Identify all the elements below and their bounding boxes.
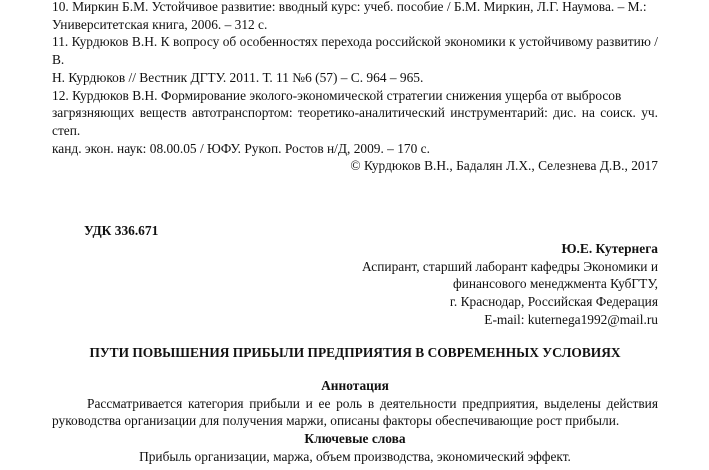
annotation-text: Рассматривается категория прибыли и ее роль в деятельности предприятия, выделены действия руководства организации для получения маржи, описаны факторы обеспечивающие рост прибыли.: [52, 395, 658, 429]
author-block: [258, 240, 658, 329]
document-page: [52, 0, 658, 464]
copyright-line: © Курдюков В.Н., Бадалян Л.Х., Селезнева Д.В., 2017: [350, 158, 658, 174]
reference-item: [52, 33, 658, 86]
keywords-heading: Ключевые слова: [304, 431, 406, 447]
annotation-section: [52, 377, 658, 466]
keywords-text: Прибыль организации, маржа, объем производства, экономический эффект.: [139, 448, 571, 464]
author-city: г. Краснодар, Российская Федерация: [449, 294, 658, 310]
author-name: Ю.Е. Кутернега: [561, 241, 658, 256]
reference-item: [52, 0, 658, 33]
reference-text: 10. Миркин Б.М. Устойчивое развитие: вводный курс: учеб. пособие / Б.М. Миркин, Л.Г. Наумова. – М.:: [52, 0, 647, 14]
reference-text: 12. Курдюков В.Н. Формирование эколого-экономической стратегии снижения ущерба от выбросов: [52, 87, 622, 103]
author-position: финансового менеджмента КубГТУ,: [452, 276, 658, 292]
author-position: Аспирант, старший лаборант кафедры Экономики и: [361, 258, 658, 274]
reference-item: [52, 87, 658, 158]
reference-text: загрязняющих веществ автотранспортом: теоретико-аналитический инструментарий: дис. на соиск. уч. степ.: [52, 105, 658, 138]
article-title: ПУТИ ПОВЫШЕНИЯ ПРИБЫЛИ ПРЕДПРИЯТИЯ В СОВРЕМЕННЫХ УСЛОВИЯХ: [89, 345, 621, 360]
udk-code: УДК 336.671: [84, 223, 159, 238]
author-email: E-mail: kuternega1992@mail.ru: [484, 311, 658, 327]
reference-text: 11. Курдюков В.Н. К вопросу об особенностях перехода российской экономики к устойчивому развитию / В.: [52, 34, 658, 68]
annotation-heading: Аннотация: [321, 378, 389, 393]
reference-text: Университетская книга, 2006. – 312 с.: [52, 16, 268, 32]
reference-text: канд. экон. наук: 08.00.05 / ЮФУ. Рукоп. Ростов н/Д, 2009. – 170 с.: [52, 140, 430, 156]
reference-text: Н. Курдюков // Вестник ДГТУ. 2011. Т. 11 №6 (57) – С. 964 – 965.: [52, 69, 424, 85]
reference-list: [52, 0, 658, 157]
